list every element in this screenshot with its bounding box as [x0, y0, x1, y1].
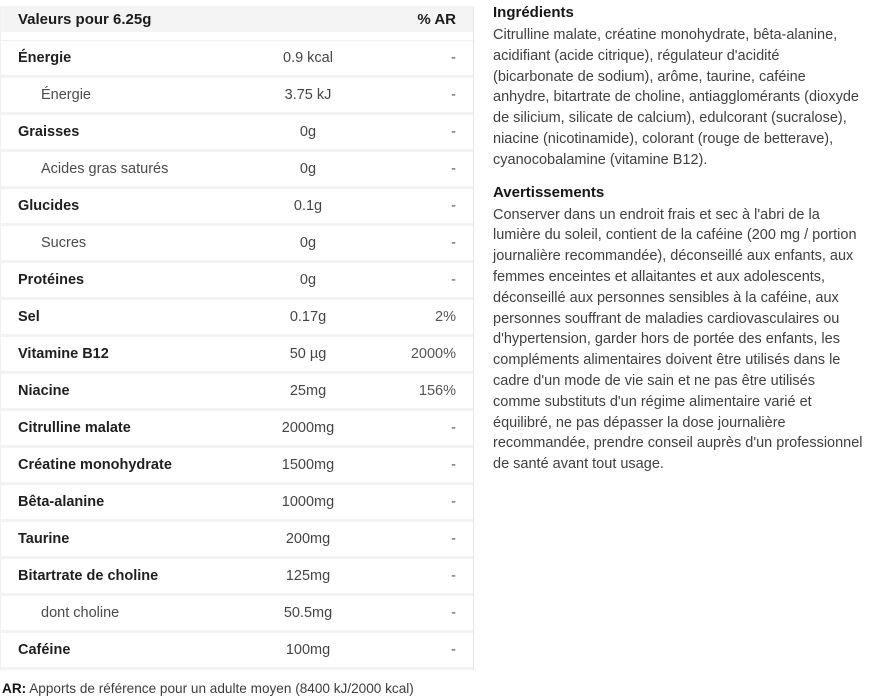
footnote-prefix: AR: — [2, 681, 27, 696]
nutrient-percent-ar: - — [451, 50, 456, 66]
nutrient-value: 0.17g — [289, 309, 327, 325]
nutrient-label: Sucres — [41, 235, 87, 251]
nutrient-percent-ar: - — [451, 568, 456, 584]
nutrient-label: Énergie — [18, 50, 72, 66]
nutrient-value: 125mg — [285, 568, 331, 584]
table-row — [1, 374, 473, 411]
nutrient-label: Acides gras saturés — [41, 161, 169, 177]
table-row — [1, 189, 473, 226]
nutrient-value: 0g — [299, 272, 317, 288]
table-row — [1, 411, 473, 448]
percent-ar-column-header: % AR — [417, 10, 456, 28]
table-row — [1, 41, 473, 78]
serving-size-label: Valeurs pour 6.25g — [18, 10, 152, 28]
nutrient-percent-ar: - — [451, 642, 456, 658]
nutrient-value: 1500mg — [281, 457, 335, 473]
warnings-text: Conserver dans un endroit frais et sec à l'abri de la lumière du soleil, contient de la caféine (200 mg / portion journalière recommandée), déconseillé aux enfants, aux femmes enceintes et allaitantes et aux adolescents, déconseillé aux personnes sensibles à la caféine, aux personnes souffrant de maladies cardiovasculaires ou d'hypertension, garder hors de portée des enfants, les compléments alimentaires doivent être utilisés dans le cadre d'un mode de vie sain et ne pas être utilisés comme substituts d'un régime alimentaire varié et équilibré, ne pas dépasser la dose journalière recommandée, prendre conseil auprès d'un professionnel de santé avant tout usage. — [493, 206, 863, 473]
nutrient-value: 25mg — [289, 383, 327, 399]
nutrient-percent-ar: - — [451, 235, 456, 251]
nutrient-value: 3.75 kJ — [284, 87, 332, 103]
nutrient-value: 0g — [299, 235, 317, 251]
table-body — [1, 40, 473, 670]
nutrient-label: Bitartrate de choline — [18, 568, 159, 584]
nutrient-percent-ar: - — [451, 272, 456, 288]
nutrient-percent-ar: - — [451, 420, 456, 436]
table-row — [1, 78, 473, 115]
nutrient-label: Créatine monohydrate — [18, 457, 172, 473]
nutrient-value: 0.1g — [293, 198, 323, 214]
nutrient-label: Sel — [18, 309, 40, 325]
nutrient-percent-ar: 2000% — [410, 346, 456, 362]
nutrient-value: 1000mg — [281, 494, 335, 510]
table-row — [1, 152, 473, 189]
nutrient-value: 50.5mg — [283, 605, 333, 621]
nutrient-label: Niacine — [18, 383, 70, 399]
nutrient-value: 50 µg — [289, 346, 327, 362]
nutrient-percent-ar: - — [451, 457, 456, 473]
table-row — [1, 263, 473, 300]
table-row — [1, 485, 473, 522]
table-row — [1, 226, 473, 263]
nutrient-value: 100mg — [285, 642, 331, 658]
footnote-text: Apports de référence pour un adulte moyen (8400 kJ/2000 kcal) — [26, 681, 414, 696]
nutrient-percent-ar: 2% — [435, 309, 456, 325]
nutrient-label: Vitamine B12 — [18, 346, 109, 362]
warnings-title: Avertissements — [493, 183, 605, 201]
nutrient-label: dont choline — [41, 605, 120, 621]
nutrient-percent-ar: - — [451, 87, 456, 103]
nutrient-percent-ar: - — [451, 161, 456, 177]
table-row — [1, 522, 473, 559]
nutrient-label: Énergie — [41, 87, 91, 103]
table-row — [1, 448, 473, 485]
nutrient-label: Bêta-alanine — [18, 494, 105, 510]
nutrient-percent-ar: - — [451, 531, 456, 547]
text-section — [493, 0, 864, 488]
nutrient-label: Protéines — [18, 272, 85, 288]
nutrient-label: Caféine — [18, 642, 71, 658]
ingredients-title: Ingrédients — [493, 4, 574, 21]
table-row — [1, 115, 473, 152]
nutrient-label: Graisses — [18, 124, 80, 140]
nutrient-percent-ar: - — [451, 605, 456, 621]
table-row — [1, 596, 473, 633]
table-row — [1, 633, 473, 670]
table-row — [1, 559, 473, 596]
ingredients-text: Citrulline malate, créatine monohydrate, bêta-alanine, acidifiant (acide citrique), régulateur d'acidité (bicarbonate de sodium), arôme, taurine, caféine anhydre, bitartrate de choline, antiagglomérants (dioxyde de silicium, silicate de calcium), edulcorant (sucralose), niacine (nicotinamide), colorant (rouge de betterave), cyanocobalamine (vitamine B12). — [493, 27, 859, 168]
nutrient-value: 0.9 kcal — [283, 50, 333, 66]
reference-footnote — [2, 681, 474, 696]
nutrient-label: Taurine — [18, 531, 70, 547]
nutrition-table — [0, 6, 474, 670]
nutrient-label: Glucides — [18, 198, 80, 214]
nutrient-percent-ar: - — [451, 494, 456, 510]
table-row — [1, 300, 473, 337]
nutrient-percent-ar: - — [451, 124, 456, 140]
nutrient-label: Citrulline malate — [18, 420, 131, 436]
nutrient-percent-ar: 156% — [418, 383, 456, 399]
table-row — [1, 337, 473, 374]
nutrient-value: 0g — [299, 124, 317, 140]
nutrient-value: 2000mg — [281, 420, 335, 436]
table-header-row — [1, 6, 473, 32]
nutrient-percent-ar: - — [451, 198, 456, 214]
nutrient-value: 0g — [299, 161, 317, 177]
nutrient-value: 200mg — [285, 531, 331, 547]
